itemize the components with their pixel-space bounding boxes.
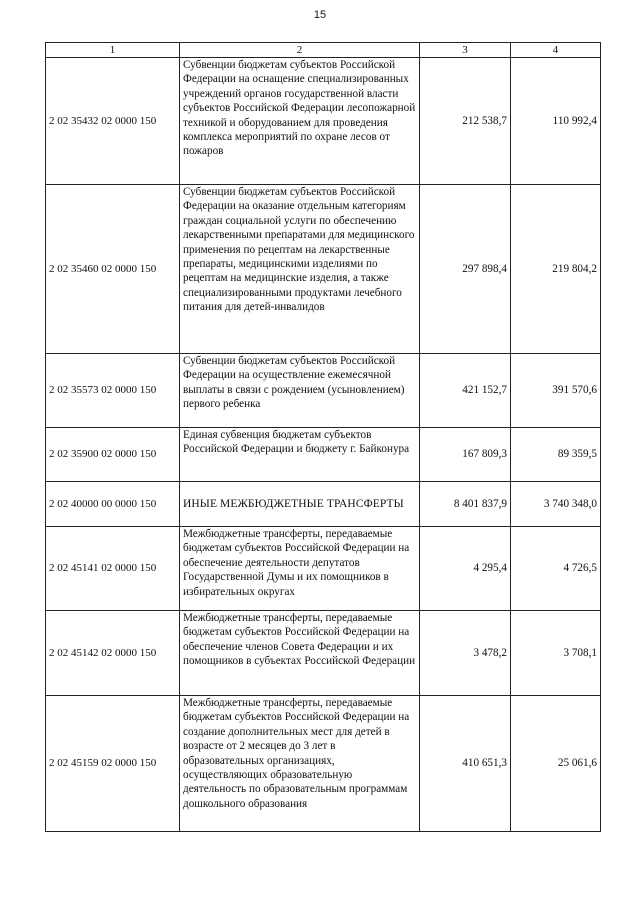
amount-column-3: 3 478,2 — [420, 611, 511, 696]
amount-column-4: 89 359,5 — [511, 428, 601, 482]
budget-code: 2 02 40000 00 0000 150 — [46, 482, 180, 527]
budget-code: 2 02 45141 02 0000 150 — [46, 527, 180, 611]
table-row — [46, 354, 601, 428]
page-number: 15 — [313, 9, 327, 21]
amount-column-4: 4 726,5 — [511, 527, 601, 611]
table-row — [46, 527, 601, 611]
amount-column-4: 110 992,4 — [511, 58, 601, 185]
table-row — [46, 428, 601, 482]
column-header-3: 3 — [420, 43, 511, 58]
table-row — [46, 482, 601, 527]
amount-column-4: 25 061,6 — [511, 696, 601, 832]
amount-column-3: 421 152,7 — [420, 354, 511, 428]
row-description: Субвенции бюджетам субъектов Российской Федерации на оказание отдельным категориям граждан социальной услуги по обеспечению лекарственными препаратами для медицинского применения по рецептам на лекарственные препараты, медицинскими изделиями по рецептам на медицинские изделия, а также специализированными продуктами лечебного питания для детей-инвалидов — [180, 185, 420, 354]
budget-code: 2 02 35460 02 0000 150 — [46, 185, 180, 354]
budget-code: 2 02 35432 02 0000 150 — [46, 58, 180, 185]
amount-column-3: 8 401 837,9 — [420, 482, 511, 527]
row-description: Межбюджетные трансферты, передаваемые бюджетам субъектов Российской Федерации на обеспечение деятельности депутатов Государственной Думы и их помощников в избирательных округах — [180, 527, 420, 611]
budget-table — [45, 42, 601, 832]
table-row — [46, 185, 601, 354]
table-row — [46, 58, 601, 185]
column-header-1: 1 — [46, 43, 180, 58]
amount-column-4: 219 804,2 — [511, 185, 601, 354]
amount-column-3: 212 538,7 — [420, 58, 511, 185]
row-description: Единая субвенция бюджетам субъектов Российской Федерации и бюджету г. Байконура — [180, 428, 420, 482]
row-description: Межбюджетные трансферты, передаваемые бюджетам субъектов Российской Федерации на создание дополнительных мест для детей в возрасте от 2 месяцев до 3 лет в образовательных организациях, осуществляющих образовательную деятельность по образовательным программам дошкольного образования — [180, 696, 420, 832]
table-header-row — [46, 43, 601, 58]
table-row — [46, 611, 601, 696]
column-header-2: 2 — [180, 43, 420, 58]
amount-column-3: 167 809,3 — [420, 428, 511, 482]
column-header-4: 4 — [511, 43, 601, 58]
row-description: ИНЫЕ МЕЖБЮДЖЕТНЫЕ ТРАНСФЕРТЫ — [180, 482, 420, 527]
amount-column-4: 3 740 348,0 — [511, 482, 601, 527]
table-row — [46, 696, 601, 832]
amount-column-4: 3 708,1 — [511, 611, 601, 696]
row-description: Субвенции бюджетам субъектов Российской Федерации на осуществление ежемесячной выплаты в связи с рождением (усыновлением) первого ребенка — [180, 354, 420, 428]
amount-column-4: 391 570,6 — [511, 354, 601, 428]
amount-column-3: 297 898,4 — [420, 185, 511, 354]
row-description: Субвенции бюджетам субъектов Российской Федерации на оснащение специализированных учреждений органов государственной власти субъектов Российской Федерации лесопожарной техникой и оборудованием для проведения комплекса мероприятий по охране лесов от пожаров — [180, 58, 420, 185]
amount-column-3: 4 295,4 — [420, 527, 511, 611]
budget-code: 2 02 35573 02 0000 150 — [46, 354, 180, 428]
amount-column-3: 410 651,3 — [420, 696, 511, 832]
budget-code: 2 02 35900 02 0000 150 — [46, 428, 180, 482]
budget-code: 2 02 45159 02 0000 150 — [46, 696, 180, 832]
row-description: Межбюджетные трансферты, передаваемые бюджетам субъектов Российской Федерации на обеспечение членов Совета Федерации и их помощников в субъектах Российской Федерации — [180, 611, 420, 696]
budget-code: 2 02 45142 02 0000 150 — [46, 611, 180, 696]
